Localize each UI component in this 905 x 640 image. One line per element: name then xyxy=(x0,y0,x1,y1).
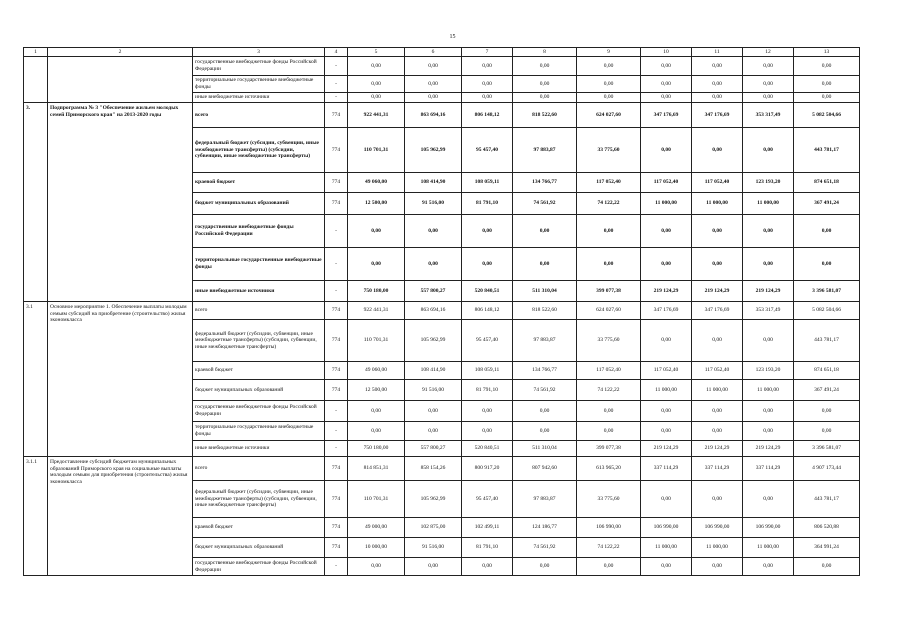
amount-cell: 33 775,60 xyxy=(577,481,641,518)
amount-cell: 0,00 xyxy=(641,93,692,103)
amount-cell: 0,00 xyxy=(577,215,641,248)
column-number: 12 xyxy=(743,48,794,57)
amount-cell: 106 990,00 xyxy=(692,518,743,538)
amount-cell: 11 000,00 xyxy=(641,193,692,215)
amount-cell: 353 317,49 xyxy=(743,103,794,128)
amount-cell: 750 180,00 xyxy=(348,281,405,302)
amount-cell: 11 000,00 xyxy=(743,193,794,215)
amount-cell: 800 917,20 xyxy=(462,457,513,481)
amount-cell: 219 124,29 xyxy=(692,281,743,302)
amount-cell: 10 000,00 xyxy=(348,538,405,558)
amount-cell: 613 965,20 xyxy=(577,457,641,481)
amount-cell: 0,00 xyxy=(513,76,577,93)
amount-cell: 134 766,77 xyxy=(513,173,577,193)
amount-cell: 0,00 xyxy=(692,558,743,576)
amount-cell: 0,00 xyxy=(348,248,405,281)
amount-cell: 106 990,00 xyxy=(743,518,794,538)
section-title: Предоставление субсидий бюджетам муниципальных образований Приморского края на социальные выплаты молодым семьям для приобретения (строительства) жилья экономкласса xyxy=(48,457,193,576)
amount-cell: 806 520,88 xyxy=(794,518,860,538)
amount-cell: 117 052,40 xyxy=(692,173,743,193)
funding-source: территориальные государственные внебюджетные фонды xyxy=(193,76,325,93)
amount-cell: 0,00 xyxy=(692,76,743,93)
funding-source: федеральный бюджет (субсидии, субвенции, иные межбюджетные трансферты) (субсидии, субвенции, иные межбюджетные трансферты) xyxy=(193,481,325,518)
amount-cell: 11 000,00 xyxy=(743,380,794,401)
amount-cell: 0,00 xyxy=(577,248,641,281)
amount-cell: 0,00 xyxy=(405,215,462,248)
funding-source: всего xyxy=(193,457,325,481)
amount-cell: 0,00 xyxy=(348,422,405,441)
budget-code: 774 xyxy=(325,457,348,481)
amount-cell: 0,00 xyxy=(577,57,641,76)
amount-cell: 0,00 xyxy=(348,215,405,248)
amount-cell: 102 499,11 xyxy=(462,518,513,538)
column-number: 4 xyxy=(325,48,348,57)
amount-cell: 117 052,40 xyxy=(577,173,641,193)
amount-cell: 0,00 xyxy=(348,401,405,422)
amount-cell: 123 193,20 xyxy=(743,173,794,193)
amount-cell: 0,00 xyxy=(794,57,860,76)
budget-code: - xyxy=(325,281,348,302)
amount-cell: 922 441,31 xyxy=(348,302,405,320)
funding-source: иные внебюджетные источники xyxy=(193,93,325,103)
budget-code: 774 xyxy=(325,302,348,320)
budget-code: - xyxy=(325,401,348,422)
amount-cell: 624 027,60 xyxy=(577,103,641,128)
amount-cell: 863 694,16 xyxy=(405,302,462,320)
budget-code: 774 xyxy=(325,362,348,380)
amount-cell: 0,00 xyxy=(743,248,794,281)
budget-code: - xyxy=(325,248,348,281)
funding-source: всего xyxy=(193,302,325,320)
amount-cell: 108 414,90 xyxy=(405,362,462,380)
column-number: 11 xyxy=(692,48,743,57)
amount-cell: 74 122,22 xyxy=(577,538,641,558)
amount-cell: 0,00 xyxy=(692,320,743,362)
amount-cell: 0,00 xyxy=(577,401,641,422)
amount-cell: 347 176,69 xyxy=(641,302,692,320)
amount-cell: 0,00 xyxy=(641,76,692,93)
amount-cell: 557 800,27 xyxy=(405,281,462,302)
amount-cell: 110 701,31 xyxy=(348,128,405,173)
amount-cell: 5 082 504,66 xyxy=(794,302,860,320)
amount-cell: 97 883,87 xyxy=(513,481,577,518)
amount-cell: 219 124,29 xyxy=(743,281,794,302)
funding-source: государственные внебюджетные фонды Российской Федерации xyxy=(193,558,325,576)
funding-source: краевой бюджет xyxy=(193,173,325,193)
amount-cell: 443 781,17 xyxy=(794,320,860,362)
amount-cell: 0,00 xyxy=(794,401,860,422)
amount-cell: 818 522,60 xyxy=(513,103,577,128)
amount-cell: 367 491,24 xyxy=(794,380,860,401)
amount-cell: 0,00 xyxy=(641,57,692,76)
budget-code: - xyxy=(325,558,348,576)
amount-cell: 0,00 xyxy=(405,93,462,103)
amount-cell: 0,00 xyxy=(513,248,577,281)
section-title: Основное мероприятие 1. Обеспечение выплаты молодым семьям субсидий на приобретение (строительство) жилья экономкласса xyxy=(48,302,193,457)
amount-cell: 511 310,04 xyxy=(513,281,577,302)
amount-cell: 74 122,22 xyxy=(577,193,641,215)
amount-cell: 0,00 xyxy=(641,558,692,576)
amount-cell: 0,00 xyxy=(405,558,462,576)
amount-cell: 0,00 xyxy=(513,215,577,248)
amount-cell: 337 114,29 xyxy=(743,457,794,481)
funding-source: краевой бюджет xyxy=(193,362,325,380)
amount-cell: 117 052,40 xyxy=(641,362,692,380)
amount-cell: 11 000,00 xyxy=(692,538,743,558)
budget-code: 774 xyxy=(325,481,348,518)
amount-cell: 0,00 xyxy=(794,93,860,103)
amount-cell: 4 907 173,44 xyxy=(794,457,860,481)
amount-cell: 367 491,24 xyxy=(794,193,860,215)
amount-cell: 11 000,00 xyxy=(692,193,743,215)
amount-cell: 105 962,99 xyxy=(405,320,462,362)
amount-cell: 0,00 xyxy=(405,401,462,422)
amount-cell: 11 000,00 xyxy=(641,538,692,558)
section-number: 3. xyxy=(24,103,48,302)
amount-cell: 0,00 xyxy=(577,93,641,103)
budget-code: - xyxy=(325,422,348,441)
amount-cell: 0,00 xyxy=(513,57,577,76)
funding-source: государственные внебюджетные фонды Российской Федерации xyxy=(193,215,325,248)
amount-cell: 0,00 xyxy=(641,422,692,441)
funding-source: иные внебюджетные источники xyxy=(193,281,325,302)
amount-cell: 443 781,17 xyxy=(794,481,860,518)
amount-cell: 863 694,16 xyxy=(405,103,462,128)
amount-cell: 0,00 xyxy=(692,215,743,248)
budget-code: 774 xyxy=(325,193,348,215)
funding-source: территориальные государственные внебюджетные фонды xyxy=(193,422,325,441)
amount-cell: 557 800,27 xyxy=(405,441,462,457)
amount-cell: 0,00 xyxy=(405,248,462,281)
amount-cell: 0,00 xyxy=(743,76,794,93)
amount-cell: 0,00 xyxy=(462,422,513,441)
amount-cell: 0,00 xyxy=(794,248,860,281)
amount-cell: 0,00 xyxy=(743,422,794,441)
budget-code: 774 xyxy=(325,538,348,558)
amount-cell: 0,00 xyxy=(692,481,743,518)
amount-cell: 0,00 xyxy=(348,76,405,93)
amount-cell: 110 701,31 xyxy=(348,320,405,362)
section-number: 3.1.1 xyxy=(24,457,48,576)
amount-cell: 0,00 xyxy=(513,93,577,103)
amount-cell: 105 962,99 xyxy=(405,128,462,173)
amount-cell: 0,00 xyxy=(692,422,743,441)
page-number: 15 xyxy=(449,34,456,40)
amount-cell: 0,00 xyxy=(513,422,577,441)
funding-source: бюджет муниципальных образований xyxy=(193,193,325,215)
amount-cell: 49 060,00 xyxy=(348,173,405,193)
amount-cell: 750 180,00 xyxy=(348,441,405,457)
amount-cell: 108 059,11 xyxy=(462,362,513,380)
funding-source: бюджет муниципальных образований xyxy=(193,538,325,558)
amount-cell: 0,00 xyxy=(462,57,513,76)
amount-cell: 0,00 xyxy=(641,481,692,518)
amount-cell: 0,00 xyxy=(348,558,405,576)
amount-cell: 0,00 xyxy=(577,76,641,93)
amount-cell: 74 561,92 xyxy=(513,380,577,401)
amount-cell: 81 791,10 xyxy=(462,193,513,215)
amount-cell: 106 990,00 xyxy=(577,518,641,538)
budget-table-body xyxy=(24,48,860,576)
amount-cell: 0,00 xyxy=(462,401,513,422)
funding-source: федеральный бюджет (субсидии, субвенции, иные межбюджетные трансферты) (субсидии, субвенции, иные межбюджетные трансферты) xyxy=(193,128,325,173)
amount-cell: 814 851,31 xyxy=(348,457,405,481)
amount-cell: 807 942,60 xyxy=(513,457,577,481)
amount-cell: 97 883,87 xyxy=(513,128,577,173)
table-row xyxy=(24,302,860,320)
amount-cell: 0,00 xyxy=(641,128,692,173)
amount-cell: 91 516,00 xyxy=(405,538,462,558)
funding-source: государственные внебюджетные фонды Российской Федерации xyxy=(193,57,325,76)
funding-source: иные внебюджетные источники xyxy=(193,441,325,457)
amount-cell: 0,00 xyxy=(462,558,513,576)
amount-cell: 0,00 xyxy=(692,248,743,281)
amount-cell: 91 516,00 xyxy=(405,193,462,215)
amount-cell: 0,00 xyxy=(794,558,860,576)
amount-cell: 443 781,17 xyxy=(794,128,860,173)
amount-cell: 0,00 xyxy=(577,558,641,576)
column-number: 3 xyxy=(193,48,325,57)
amount-cell: 0,00 xyxy=(405,76,462,93)
amount-cell: 818 522,60 xyxy=(513,302,577,320)
amount-cell: 33 775,60 xyxy=(577,320,641,362)
budget-code: 774 xyxy=(325,380,348,401)
table-row xyxy=(24,457,860,481)
budget-code: 774 xyxy=(325,173,348,193)
amount-cell: 110 701,31 xyxy=(348,481,405,518)
amount-cell: 0,00 xyxy=(794,215,860,248)
column-number: 5 xyxy=(348,48,405,57)
amount-cell: 219 124,29 xyxy=(692,441,743,457)
table-row xyxy=(24,103,860,128)
amount-cell: 12 500,00 xyxy=(348,193,405,215)
amount-cell: 0,00 xyxy=(692,57,743,76)
amount-cell: 97 883,87 xyxy=(513,320,577,362)
column-number: 2 xyxy=(48,48,193,57)
amount-cell: 3 396 581,07 xyxy=(794,441,860,457)
budget-table xyxy=(23,47,860,576)
amount-cell: 0,00 xyxy=(743,57,794,76)
amount-cell: 0,00 xyxy=(641,215,692,248)
amount-cell: 11 000,00 xyxy=(692,380,743,401)
amount-cell: 219 124,29 xyxy=(641,441,692,457)
amount-cell: 337 114,29 xyxy=(641,457,692,481)
budget-code: - xyxy=(325,93,348,103)
column-number: 10 xyxy=(641,48,692,57)
amount-cell: 81 791,10 xyxy=(462,538,513,558)
amount-cell: 347 176,69 xyxy=(692,103,743,128)
amount-cell: 95 457,40 xyxy=(462,481,513,518)
amount-cell: 95 457,40 xyxy=(462,320,513,362)
section-title: Подпрограмма № 3 "Обеспечение жильем молодых семей Приморского края" на 2013-2020 годы xyxy=(48,103,193,302)
amount-cell: 81 791,10 xyxy=(462,380,513,401)
amount-cell: 117 052,40 xyxy=(692,362,743,380)
amount-cell: 74 561,92 xyxy=(513,538,577,558)
budget-code: - xyxy=(325,57,348,76)
column-number: 6 xyxy=(405,48,462,57)
amount-cell: 134 766,77 xyxy=(513,362,577,380)
amount-cell: 0,00 xyxy=(348,57,405,76)
amount-cell: 874 651,18 xyxy=(794,173,860,193)
amount-cell: 124 186,77 xyxy=(513,518,577,538)
amount-cell: 520 840,51 xyxy=(462,441,513,457)
funding-source: федеральный бюджет (субсидии, субвенции, иные межбюджетные трансферты) (субсидии, субвенции, иные межбюджетные трансферты) xyxy=(193,320,325,362)
funding-source: всего xyxy=(193,103,325,128)
amount-cell: 0,00 xyxy=(743,93,794,103)
budget-code: 774 xyxy=(325,320,348,362)
amount-cell: 49 000,00 xyxy=(348,518,405,538)
amount-cell: 0,00 xyxy=(513,558,577,576)
amount-cell: 858 154,26 xyxy=(405,457,462,481)
amount-cell: 0,00 xyxy=(692,93,743,103)
amount-cell: 0,00 xyxy=(577,422,641,441)
column-number: 1 xyxy=(24,48,48,57)
funding-source: бюджет муниципальных образований xyxy=(193,380,325,401)
amount-cell: 0,00 xyxy=(692,401,743,422)
section-number: 3.1 xyxy=(24,302,48,457)
amount-cell: 806 148,12 xyxy=(462,302,513,320)
amount-cell: 0,00 xyxy=(462,248,513,281)
section-number xyxy=(24,57,48,103)
amount-cell: 0,00 xyxy=(462,76,513,93)
amount-cell: 0,00 xyxy=(794,422,860,441)
amount-cell: 219 124,29 xyxy=(743,441,794,457)
amount-cell: 117 052,40 xyxy=(641,173,692,193)
column-number: 13 xyxy=(794,48,860,57)
amount-cell: 102 875,00 xyxy=(405,518,462,538)
amount-cell: 806 148,12 xyxy=(462,103,513,128)
amount-cell: 0,00 xyxy=(743,558,794,576)
amount-cell: 219 124,29 xyxy=(641,281,692,302)
amount-cell: 0,00 xyxy=(405,57,462,76)
amount-cell: 106 990,00 xyxy=(641,518,692,538)
budget-code: 774 xyxy=(325,103,348,128)
amount-cell: 123 193,20 xyxy=(743,362,794,380)
amount-cell: 108 414,90 xyxy=(405,173,462,193)
amount-cell: 337 114,29 xyxy=(692,457,743,481)
budget-code: - xyxy=(325,76,348,93)
amount-cell: 11 000,00 xyxy=(743,538,794,558)
amount-cell: 0,00 xyxy=(743,128,794,173)
budget-code: 774 xyxy=(325,518,348,538)
amount-cell: 5 082 504,66 xyxy=(794,103,860,128)
budget-code: - xyxy=(325,215,348,248)
budget-code: 774 xyxy=(325,128,348,173)
amount-cell: 3 396 581,07 xyxy=(794,281,860,302)
amount-cell: 624 027,60 xyxy=(577,302,641,320)
amount-cell: 74 122,22 xyxy=(577,380,641,401)
amount-cell: 74 561,92 xyxy=(513,193,577,215)
amount-cell: 0,00 xyxy=(641,248,692,281)
amount-cell: 0,00 xyxy=(462,215,513,248)
amount-cell: 0,00 xyxy=(692,128,743,173)
column-number: 9 xyxy=(577,48,641,57)
amount-cell: 49 060,00 xyxy=(348,362,405,380)
column-number-row xyxy=(24,48,860,57)
amount-cell: 0,00 xyxy=(641,401,692,422)
amount-cell: 95 457,40 xyxy=(462,128,513,173)
amount-cell: 0,00 xyxy=(513,401,577,422)
amount-cell: 0,00 xyxy=(641,320,692,362)
amount-cell: 0,00 xyxy=(462,93,513,103)
column-number: 8 xyxy=(513,48,577,57)
amount-cell: 347 176,69 xyxy=(641,103,692,128)
amount-cell: 0,00 xyxy=(743,401,794,422)
amount-cell: 874 651,18 xyxy=(794,362,860,380)
amount-cell: 11 000,00 xyxy=(641,380,692,401)
funding-source: краевой бюджет xyxy=(193,518,325,538)
table-row xyxy=(24,57,860,76)
amount-cell: 105 962,99 xyxy=(405,481,462,518)
amount-cell: 364 991,24 xyxy=(794,538,860,558)
column-number: 7 xyxy=(462,48,513,57)
budget-code: - xyxy=(325,441,348,457)
section-title xyxy=(48,57,193,103)
amount-cell: 347 176,69 xyxy=(692,302,743,320)
amount-cell: 0,00 xyxy=(405,422,462,441)
amount-cell: 91 516,00 xyxy=(405,380,462,401)
amount-cell: 399 077,38 xyxy=(577,281,641,302)
amount-cell: 117 052,40 xyxy=(577,362,641,380)
amount-cell: 0,00 xyxy=(743,215,794,248)
amount-cell: 922 441,31 xyxy=(348,103,405,128)
amount-cell: 12 500,00 xyxy=(348,380,405,401)
amount-cell: 33 775,60 xyxy=(577,128,641,173)
amount-cell: 108 059,11 xyxy=(462,173,513,193)
amount-cell: 353 317,49 xyxy=(743,302,794,320)
amount-cell: 520 840,51 xyxy=(462,281,513,302)
amount-cell: 0,00 xyxy=(743,481,794,518)
amount-cell: 511 310,04 xyxy=(513,441,577,457)
funding-source: территориальные государственные внебюджетные фонды xyxy=(193,248,325,281)
amount-cell: 0,00 xyxy=(348,93,405,103)
funding-source: государственные внебюджетные фонды Российской Федерации xyxy=(193,401,325,422)
amount-cell: 0,00 xyxy=(743,320,794,362)
amount-cell: 0,00 xyxy=(794,76,860,93)
amount-cell: 399 077,38 xyxy=(577,441,641,457)
